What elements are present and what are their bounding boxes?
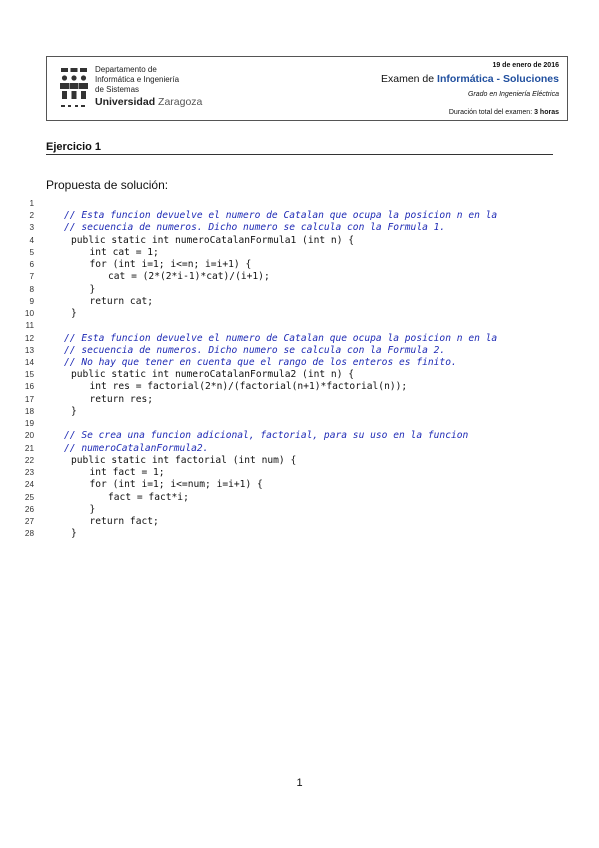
page-number: 1 — [296, 777, 303, 789]
code-line — [0, 492, 599, 504]
code-text: return fact; — [89, 515, 159, 527]
code-text: int res = factorial(2*n)/(factorial(n+1)*factorial(n)); — [89, 381, 408, 393]
exam-title-accent: Informática - Soluciones — [437, 73, 559, 85]
code-line — [0, 235, 599, 247]
line-number: 19 — [24, 419, 34, 429]
university-crest-icon — [57, 65, 91, 111]
code-line — [0, 357, 599, 369]
code-text: int fact = 1; — [89, 467, 165, 479]
code-text: } — [71, 308, 77, 320]
code-comment: // Se crea una funcion adicional, factorial, para su uso en la funcion — [64, 430, 469, 442]
line-number: 12 — [24, 333, 34, 343]
code-text: } — [71, 528, 77, 540]
code-text: public static int numeroCatalanFormula1 (int n) { — [71, 234, 355, 246]
code-text: return res; — [89, 393, 154, 405]
department-logo — [53, 63, 221, 115]
code-text: public static int factorial (int num) { — [71, 454, 297, 466]
line-number: 15 — [24, 370, 34, 380]
code-line — [0, 418, 599, 430]
code-text: } — [89, 503, 96, 515]
department-name — [95, 65, 202, 109]
code-text: return cat; — [89, 295, 154, 307]
line-number: 3 — [29, 223, 34, 233]
code-line — [0, 210, 599, 222]
line-number: 23 — [24, 468, 34, 478]
line-number: 4 — [29, 235, 34, 245]
code-line — [0, 345, 599, 357]
line-number: 11 — [25, 321, 34, 331]
line-number: 10 — [24, 309, 34, 319]
line-number: 28 — [24, 529, 34, 539]
exam-duration-label: Duración total del examen: — [448, 109, 535, 116]
code-line — [0, 455, 599, 467]
code-comment: // secuencia de numeros. Dicho numero se calcula con la Formula 2. — [64, 344, 446, 356]
exam-info — [381, 61, 559, 118]
code-line — [0, 308, 599, 320]
code-line — [0, 406, 599, 418]
line-number: 14 — [24, 357, 34, 367]
line-number: 7 — [29, 272, 34, 282]
code-line — [0, 516, 599, 528]
exam-date: 19 de enero de 2016 — [492, 62, 559, 69]
line-number: 9 — [29, 296, 34, 306]
code-comment: // Esta funcion devuelve el numero de Catalan que ocupa la posicion n en la — [64, 332, 498, 344]
department-line: de Sistemas — [95, 85, 140, 94]
code-line — [0, 198, 599, 210]
line-number: 16 — [24, 382, 34, 392]
code-comment: // secuencia de numeros. Dicho numero se calcula con la Formula 1. — [64, 222, 446, 234]
code-line — [0, 320, 599, 332]
exam-title — [381, 73, 559, 86]
code-line — [0, 381, 599, 393]
exercise-title: Ejercicio 1 — [46, 141, 102, 153]
university-name — [95, 96, 202, 109]
line-number: 5 — [29, 247, 34, 257]
code-line — [0, 479, 599, 491]
code-line — [0, 528, 599, 540]
line-number: 18 — [24, 406, 34, 416]
line-number: 8 — [29, 284, 34, 294]
code-text: for (int i=1; i<=num; i=i+1) { — [89, 479, 263, 491]
code-line — [0, 430, 599, 442]
line-number: 26 — [24, 504, 34, 514]
department-line: Informática e Ingeniería — [95, 75, 180, 84]
university-name-strong: Universidad — [95, 96, 156, 108]
code-line — [0, 247, 599, 259]
line-number: 20 — [24, 431, 34, 441]
code-text: fact = fact*i; — [108, 491, 189, 503]
code-text: public static int numeroCatalanFormula2 (int n) { — [71, 369, 355, 381]
exam-title-prefix: Examen de — [381, 73, 438, 85]
code-line — [0, 271, 599, 283]
code-line — [0, 259, 599, 271]
university-name-weak: Zaragoza — [158, 96, 203, 108]
code-text: } — [89, 283, 96, 295]
line-number: 27 — [24, 516, 34, 526]
code-text: } — [71, 405, 77, 417]
code-line — [0, 222, 599, 234]
code-line — [0, 504, 599, 516]
code-line — [0, 284, 599, 296]
exam-duration-value: 3 horas — [534, 109, 559, 116]
code-comment: // No hay que tener en cuenta que el rango de los enteros es finito. — [64, 356, 457, 368]
line-number: 25 — [24, 492, 34, 502]
code-comment: // numeroCatalanFormula2. — [64, 442, 209, 454]
exam-duration — [381, 108, 559, 118]
section-divider — [46, 154, 553, 155]
line-number: 21 — [24, 443, 34, 453]
line-number: 13 — [24, 345, 34, 355]
code-line — [0, 394, 599, 406]
code-line — [0, 467, 599, 479]
line-number: 17 — [24, 394, 34, 404]
code-text: for (int i=1; i<=n; i=i+1) { — [89, 259, 252, 271]
solution-heading: Propuesta de solución: — [46, 178, 169, 192]
code-comment: // Esta funcion devuelve el numero de Catalan que ocupa la posicion n en la — [64, 210, 498, 222]
line-number: 22 — [24, 455, 34, 465]
code-line — [0, 333, 599, 345]
line-number: 1 — [29, 199, 34, 208]
code-text: cat = (2*(2*i-1)*cat)/(i+1); — [108, 271, 270, 283]
code-text: int cat = 1; — [89, 246, 159, 258]
code-line — [0, 369, 599, 381]
exam-header — [46, 56, 568, 121]
exam-degree: Grado en Ingeniería Eléctrica — [467, 91, 559, 98]
code-line — [0, 296, 599, 308]
code-line — [0, 443, 599, 455]
line-number: 2 — [29, 211, 34, 221]
line-number: 6 — [29, 260, 34, 270]
department-line: Departamento de — [95, 65, 157, 74]
line-number: 24 — [24, 480, 34, 490]
